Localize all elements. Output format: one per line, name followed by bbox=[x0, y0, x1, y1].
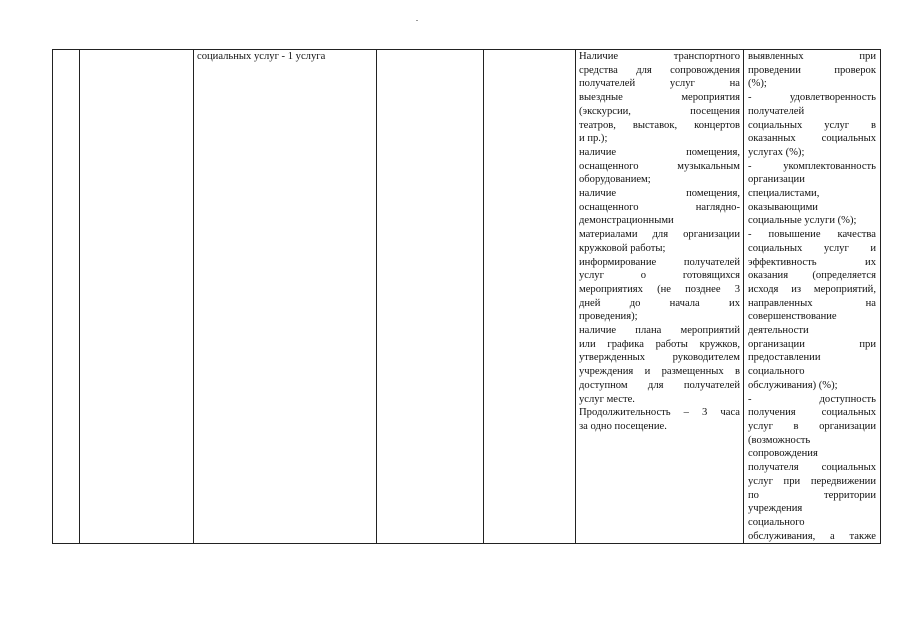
text-line: социальные услуги (%); bbox=[748, 215, 857, 227]
table-row bbox=[53, 50, 881, 544]
text-line: услуг месте. bbox=[579, 393, 635, 405]
cell-col3 bbox=[194, 50, 377, 544]
text-line: выявленных при bbox=[748, 51, 876, 62]
text-line: сопровождения bbox=[748, 448, 818, 460]
text-line: специалистами, bbox=[748, 188, 820, 200]
cell-conditions bbox=[576, 50, 744, 544]
text-line: наличие помещения, bbox=[579, 188, 740, 200]
text-line: оказанных социальных bbox=[748, 133, 876, 145]
text-line: социальных услуг в bbox=[748, 119, 876, 131]
text-line: (возможность bbox=[748, 434, 811, 446]
text-line: по территории bbox=[748, 489, 876, 501]
text-line: предоставлении bbox=[748, 352, 821, 364]
text-line: совершенствование bbox=[748, 311, 837, 323]
cell-col2 bbox=[80, 50, 194, 544]
text-line: исходя из мероприятий, bbox=[748, 283, 876, 295]
text-line: выездные мероприятия bbox=[579, 92, 740, 104]
text-line: средства для сопровождения bbox=[579, 64, 740, 76]
text-line: учреждения и размещенных в bbox=[579, 366, 740, 378]
text-line: или графика работы кружков, bbox=[579, 338, 740, 350]
text-line: социальных услуг и bbox=[748, 242, 876, 254]
text-line: услуг о готовящихся bbox=[579, 270, 740, 282]
text-line: за одно посещение. bbox=[579, 420, 667, 432]
text-line: театров, выставок, концертов bbox=[579, 119, 740, 131]
cell-indicators bbox=[744, 50, 881, 544]
text-line: получения социальных bbox=[748, 407, 876, 419]
cell-col1 bbox=[53, 50, 80, 544]
text-line: наличие плана мероприятий bbox=[579, 325, 740, 337]
text-line: Наличие транспортного bbox=[579, 51, 740, 62]
cell-col4 bbox=[377, 50, 484, 544]
text-line: оснащенного музыкальным bbox=[579, 160, 740, 172]
text-line: учреждения bbox=[748, 503, 803, 515]
text-line: социального bbox=[748, 516, 805, 528]
text-line: - удовлетворенность bbox=[748, 92, 876, 104]
text-line: мероприятиях (не позднее 3 bbox=[579, 283, 740, 295]
scan-speck bbox=[416, 20, 418, 21]
text-line: услуг в организации bbox=[748, 420, 876, 432]
services-table bbox=[52, 49, 881, 544]
text-line: (экскурсии, посещения bbox=[579, 105, 740, 117]
text-line: оказания (определяется bbox=[748, 270, 876, 282]
text-line: проведении проверок bbox=[748, 64, 876, 76]
text-line: оснащенного наглядно- bbox=[579, 201, 740, 213]
text-line: организации bbox=[748, 174, 805, 186]
text-line: демонстрационными bbox=[579, 215, 674, 227]
text-line: наличие помещения, bbox=[579, 146, 740, 158]
text-line: доступном для получателей bbox=[579, 379, 740, 391]
conditions-text bbox=[576, 50, 743, 434]
text-line: направленных на bbox=[748, 297, 876, 309]
text-line: получателей услуг на bbox=[579, 78, 740, 90]
text-line: проведения); bbox=[579, 311, 638, 323]
text-line: и пр.); bbox=[579, 133, 608, 145]
text-line: кружковой работы; bbox=[579, 242, 666, 254]
text-line: услуг при передвижении bbox=[748, 475, 876, 487]
text-line: услугах (%); bbox=[748, 146, 805, 158]
text-line: материалами для организации bbox=[579, 229, 740, 241]
service-count-text: социальных услуг - 1 услуга bbox=[197, 51, 326, 62]
text-line: утвержденных руководителем bbox=[579, 352, 740, 364]
text-line: получателя социальных bbox=[748, 462, 876, 474]
text-line: социального bbox=[748, 366, 805, 378]
text-line: обслуживания, а также bbox=[748, 530, 876, 542]
text-line: оборудованием; bbox=[579, 174, 651, 186]
text-line: оказывающими bbox=[748, 201, 818, 213]
text-line: обслуживания) (%); bbox=[748, 379, 838, 391]
cell-col5 bbox=[484, 50, 576, 544]
text-line: информирование получателей bbox=[579, 256, 740, 268]
text-line: - доступность bbox=[748, 393, 876, 405]
text-line: - укомплектованность bbox=[748, 160, 876, 172]
text-line: - повышение качества bbox=[748, 229, 876, 241]
indicators-text bbox=[744, 50, 880, 543]
text-line: дней до начала их bbox=[579, 297, 740, 309]
text-line: (%); bbox=[748, 78, 767, 90]
text-line: Продолжительность – 3 часа bbox=[579, 407, 740, 419]
text-line: организации при bbox=[748, 338, 876, 350]
text-line: эффективность их bbox=[748, 256, 876, 268]
text-line: деятельности bbox=[748, 325, 809, 337]
text-line: получателей bbox=[748, 105, 805, 117]
